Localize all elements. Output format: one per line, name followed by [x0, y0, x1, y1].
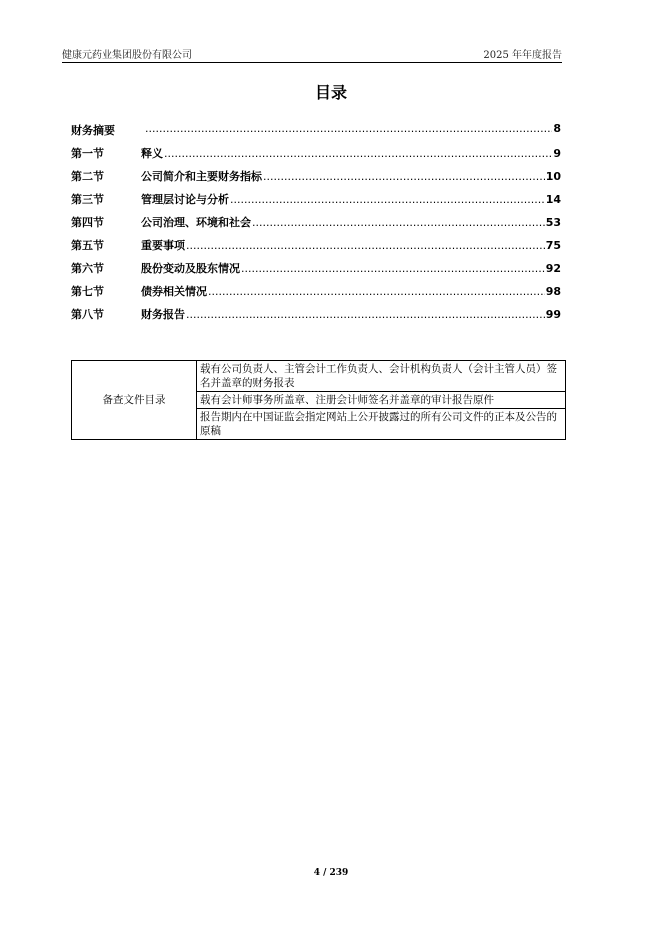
toc-entry-5[interactable] [71, 233, 561, 256]
toc-entry-7[interactable] [71, 279, 561, 302]
toc-page-number: 9 [553, 147, 561, 160]
reference-doc-item: 载有会计师事务所盖章、注册会计师签名并盖章的审计报告原件 [197, 392, 566, 409]
toc-entry-name: 财务报告 [141, 308, 185, 321]
toc-entry-3[interactable] [71, 187, 561, 210]
toc-section: 第七节 [71, 285, 104, 298]
toc-entry-name: 重要事项 [141, 239, 185, 252]
toc-page-number: 99 [545, 308, 561, 321]
reference-doc-item: 载有公司负责人、主管会计工作负责人、会计机构负责人（会计主管人员）签名并盖章的财务报表 [197, 361, 566, 392]
toc-page-number: 14 [545, 193, 561, 206]
toc-section: 财务摘要 [71, 124, 115, 137]
toc-page-number: 98 [545, 285, 561, 298]
toc-entry-1[interactable] [71, 141, 561, 164]
toc-leader-dots [252, 216, 545, 229]
toc-page-number: 10 [545, 170, 561, 183]
toc-entry-name: 管理层讨论与分析 [141, 193, 229, 206]
toc-entry-summary[interactable] [71, 118, 561, 141]
toc-section: 第四节 [71, 216, 104, 229]
reference-documents-table [71, 360, 566, 440]
toc-leader-dots [145, 122, 552, 135]
toc-leader-dots [241, 262, 545, 275]
toc-leader-dots [164, 147, 552, 160]
page-header [62, 44, 562, 63]
reference-docs-label: 备查文件目录 [72, 361, 197, 440]
toc-entry-name: 债券相关情况 [141, 285, 207, 298]
table-row [72, 361, 566, 392]
toc-leader-dots [186, 239, 545, 252]
toc-entry-8[interactable] [71, 302, 561, 325]
page-number: 4 / 239 [313, 868, 349, 878]
toc-entry-2[interactable] [71, 164, 561, 187]
toc-entry-name: 股份变动及股东情况 [141, 262, 240, 275]
table-of-contents [71, 118, 561, 325]
toc-page-number: 8 [553, 122, 561, 135]
page-title: 目录 [314, 83, 347, 102]
reference-doc-item: 报告期内在中国证监会指定网站上公开披露过的所有公司文件的正本及公告的原稿 [197, 409, 566, 440]
toc-leader-dots [230, 193, 545, 206]
toc-entry-name: 释义 [141, 147, 163, 160]
toc-leader-dots [263, 170, 545, 183]
toc-entry-name: 公司简介和主要财务指标 [141, 170, 262, 183]
toc-page-number: 92 [545, 262, 561, 275]
toc-page-number: 75 [545, 239, 561, 252]
header-report-title: 2025 年年度报告 [483, 50, 562, 61]
toc-leader-dots [208, 285, 545, 298]
toc-entry-6[interactable] [71, 256, 561, 279]
toc-section: 第六节 [71, 262, 104, 275]
toc-leader-dots [186, 308, 545, 321]
toc-entry-4[interactable] [71, 210, 561, 233]
toc-section: 第三节 [71, 193, 104, 206]
toc-section: 第五节 [71, 239, 104, 252]
toc-page-number: 53 [545, 216, 561, 229]
toc-section: 第一节 [71, 147, 104, 160]
header-company-name: 健康元药业集团股份有限公司 [62, 50, 192, 61]
toc-entry-name: 公司治理、环境和社会 [141, 216, 251, 229]
toc-section: 第八节 [71, 308, 104, 321]
toc-section: 第二节 [71, 170, 104, 183]
